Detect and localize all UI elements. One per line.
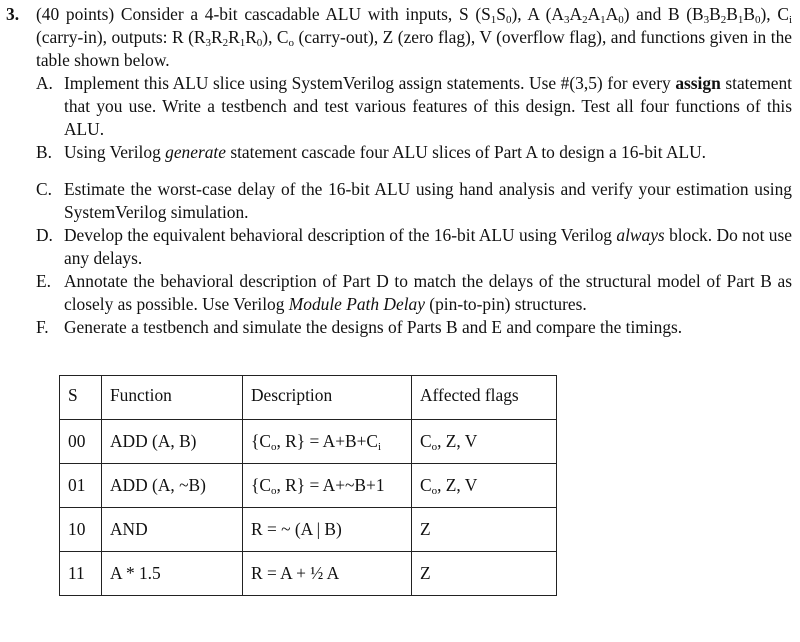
subscript: 2 bbox=[582, 14, 588, 26]
part-text: Develop the equivalent behavioral description of the 16-bit ALU using Verilog bbox=[64, 225, 617, 245]
subscript: i bbox=[788, 14, 792, 26]
intro-text: Consider a 4-bit cascadable ALU with inputs, S (S bbox=[114, 4, 491, 24]
subscript: o bbox=[288, 37, 295, 49]
part-d bbox=[6, 224, 792, 270]
part-keyword: always bbox=[616, 225, 665, 245]
cell-s: 10 bbox=[60, 508, 102, 552]
flags-text: , Z, V bbox=[437, 475, 478, 495]
cell-flags bbox=[412, 420, 557, 464]
part-text: Using Verilog bbox=[64, 142, 166, 162]
subscript: o bbox=[431, 485, 438, 497]
question-points: (40 points) bbox=[36, 4, 115, 24]
intro-text: S bbox=[496, 4, 506, 24]
desc-text: , R} = A+B+C bbox=[276, 431, 379, 451]
question-number: 3. bbox=[6, 4, 20, 24]
part-letter: F. bbox=[36, 317, 49, 337]
intro-text: A bbox=[605, 4, 619, 24]
part-keyword: assign bbox=[675, 73, 721, 93]
subscript: 1 bbox=[737, 14, 744, 26]
header-description: Description bbox=[243, 376, 412, 420]
header-s: S bbox=[60, 376, 102, 420]
part-text: Estimate the worst-case delay of the 16-bit ALU using hand analysis and verify your estimation using SystemVerilog simulation. bbox=[64, 179, 792, 222]
subscript: 1 bbox=[490, 14, 497, 26]
cell-flags: Z bbox=[412, 552, 557, 596]
part-text: statement that you use. Write a testbench and test various features of this design. Test all four functions of this ALU. bbox=[64, 73, 792, 139]
intro-text: R bbox=[210, 27, 223, 47]
part-b bbox=[6, 141, 792, 164]
question-3 bbox=[6, 3, 792, 339]
part-text: Generate a testbench and simulate the designs of Parts B and E and compare the timings. bbox=[64, 317, 683, 337]
function-table bbox=[59, 375, 557, 596]
subscript: 1 bbox=[239, 37, 246, 49]
cell-flags bbox=[412, 464, 557, 508]
part-keyword: generate bbox=[165, 142, 226, 162]
question-intro bbox=[6, 3, 792, 72]
subscript: 3 bbox=[703, 14, 710, 26]
part-text: block. Do not use any delays. bbox=[64, 225, 792, 268]
table-header-row bbox=[60, 376, 557, 420]
part-keyword: Module Path Delay bbox=[288, 294, 425, 314]
part-text: Annotate the behavioral description of Part D to match the delays of the structural model of Part B as closely as possible. Use Verilog bbox=[64, 271, 792, 314]
intro-text: ), C bbox=[262, 27, 289, 47]
cell-description: R = ~ (A | B) bbox=[243, 508, 412, 552]
header-affected-flags: Affected flags bbox=[412, 376, 557, 420]
subscript: 0 bbox=[755, 14, 761, 26]
cell-description bbox=[243, 464, 412, 508]
part-e bbox=[6, 270, 792, 316]
intro-text: B bbox=[726, 4, 738, 24]
part-letter: D. bbox=[36, 225, 53, 245]
intro-text: A bbox=[587, 4, 601, 24]
table-row bbox=[60, 552, 557, 596]
flags-text: C bbox=[420, 431, 432, 451]
part-f bbox=[6, 316, 792, 339]
subscript: 0 bbox=[256, 37, 263, 49]
part-a bbox=[6, 72, 792, 141]
part-text: Implement this ALU slice using SystemVerilog assign statements. Use #(3,5) for every bbox=[64, 73, 676, 93]
subscript: 0 bbox=[618, 14, 624, 26]
desc-text: , R} = A+~B+1 bbox=[276, 475, 385, 495]
part-letter: E. bbox=[36, 271, 51, 291]
intro-text: B bbox=[709, 4, 721, 24]
subscript: 2 bbox=[222, 37, 229, 49]
subscript: 3 bbox=[564, 14, 570, 26]
header-function: Function bbox=[102, 376, 243, 420]
cell-function: ADD (A, ~B) bbox=[102, 464, 243, 508]
part-letter: B. bbox=[36, 142, 52, 162]
desc-text: {C bbox=[251, 475, 271, 495]
subscript: o bbox=[270, 485, 277, 497]
part-letter: A. bbox=[36, 73, 53, 93]
intro-text: A bbox=[569, 4, 583, 24]
cell-s: 11 bbox=[60, 552, 102, 596]
desc-text: {C bbox=[251, 431, 271, 451]
intro-text: (carry-out), Z (zero flag), V (overflow flag), and functions given in the table shown below. bbox=[36, 27, 792, 70]
table-row bbox=[60, 420, 557, 464]
intro-text: ), C bbox=[760, 4, 789, 24]
cell-s: 00 bbox=[60, 420, 102, 464]
cell-description: R = A + ½ A bbox=[243, 552, 412, 596]
cell-function: ADD (A, B) bbox=[102, 420, 243, 464]
intro-text: (carry-in), outputs: R (R bbox=[36, 27, 206, 47]
subscript: 2 bbox=[720, 14, 727, 26]
cell-description bbox=[243, 420, 412, 464]
cell-function: AND bbox=[102, 508, 243, 552]
subscript: 3 bbox=[205, 37, 211, 49]
cell-function: A * 1.5 bbox=[102, 552, 243, 596]
part-text: statement cascade four ALU slices of Part A to design a 16-bit ALU. bbox=[225, 142, 707, 162]
part-text: (pin-to-pin) structures. bbox=[424, 294, 587, 314]
subscript: 0 bbox=[505, 14, 512, 26]
parts-list bbox=[6, 72, 792, 339]
flags-text: , Z, V bbox=[437, 431, 478, 451]
intro-text: ) and B (B bbox=[623, 4, 704, 24]
subscript: o bbox=[270, 441, 277, 453]
subscript: i bbox=[378, 441, 382, 453]
intro-text: R bbox=[228, 27, 240, 47]
subscript: o bbox=[431, 441, 438, 453]
intro-text: R bbox=[245, 27, 257, 47]
table-row bbox=[60, 464, 557, 508]
intro-text: B bbox=[743, 4, 755, 24]
cell-s: 01 bbox=[60, 464, 102, 508]
part-letter: C. bbox=[36, 179, 52, 199]
table-row bbox=[60, 508, 557, 552]
subscript: 1 bbox=[600, 14, 606, 26]
cell-flags: Z bbox=[412, 508, 557, 552]
flags-text: C bbox=[420, 475, 432, 495]
intro-text: ), A (A bbox=[511, 4, 564, 24]
part-c bbox=[6, 178, 792, 224]
